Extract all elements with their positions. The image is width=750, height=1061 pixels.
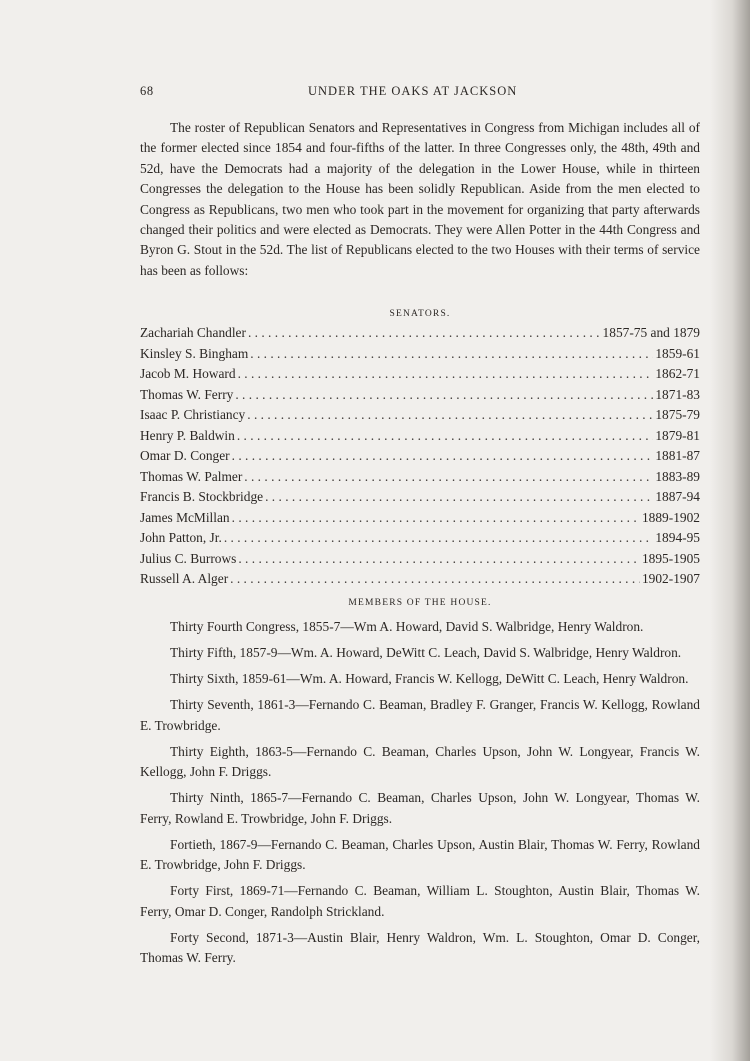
dot-leader [232, 508, 640, 529]
senator-name: James McMillan [140, 509, 230, 525]
senator-row [140, 487, 700, 508]
house-members-list [140, 617, 700, 974]
senator-term: 1859-61 [655, 345, 700, 361]
dot-leader [244, 467, 653, 488]
house-heading: MEMBERS OF THE HOUSE. [348, 598, 492, 608]
senator-term: 1889-1902 [641, 509, 700, 525]
dot-leader [224, 528, 654, 549]
senator-term: 1902-1907 [641, 571, 700, 586]
running-title: UNDER THE OAKS AT JACKSON [308, 84, 518, 98]
senator-term: 1871-83 [655, 386, 700, 402]
senator-term: 1862-71 [655, 366, 700, 381]
senators-list [140, 323, 700, 590]
senator-row [140, 508, 700, 529]
page-number: 68 [140, 84, 154, 98]
senator-row [140, 323, 700, 344]
senator-row [140, 549, 700, 570]
senator-name: Francis B. Stockbridge [140, 489, 264, 504]
senator-name: Kinsley S. Bingham [140, 345, 249, 361]
senator-row [140, 405, 700, 426]
senator-row [140, 569, 700, 590]
senator-term: 1879-81 [655, 427, 700, 443]
senator-term: 1881-87 [655, 448, 700, 463]
dot-leader [238, 549, 640, 570]
senator-name: Russell A. Alger [140, 571, 229, 586]
senator-term: 1883-89 [655, 468, 700, 484]
senator-name: Julius C. Burrows [140, 550, 237, 566]
senator-term: 1887-94 [655, 489, 700, 504]
senator-name: Jacob M. Howard [140, 366, 236, 381]
senator-name: Omar D. Conger [140, 448, 230, 463]
congress-entry: Thirty Seventh, 1861-3—Fernando C. Beaman, Bradley F. Granger, Francis W. Kellogg, Rowland E. Trowbridge. [140, 697, 700, 733]
senator-term: 1857-75 and 1879 [602, 325, 700, 340]
senator-term: 1875-79 [655, 407, 700, 422]
page-edge-shadow [710, 0, 750, 1061]
senator-term: 1894-95 [655, 530, 700, 545]
intro-paragraph: The roster of Republican Senators and Representatives in Congress from Michigan includes all of the former elected since 1854 and four-fifths of the latter. In three Congresses only, the 48th, 49th and 52d, have the Democrats had a majority of the delegation in the Lower House, while in thirteen Congresses the delegation to the House has been solidly Republican. Aside from the men elected to Congress as Republicans, two men who took part in the movement for organizing that party afterwards changed their politics and were elected as Democrats. They were Allen Potter in the 44th Congress and Byron G. Stout in the 52d. The list of Republicans elected to the two Houses with their terms of service has been as follows: [140, 120, 700, 278]
congress-entry: Thirty Fifth, 1857-9—Wm. A. Howard, DeWitt C. Leach, David S. Walbridge, Henry Waldron. [170, 645, 682, 660]
senator-name: John Patton, Jr. [140, 530, 222, 545]
congress-entry: Forty First, 1869-71—Fernando C. Beaman, William L. Stoughton, Austin Blair, Thomas W. Ferry, Omar D. Conger, Randolph Strickland. [140, 883, 700, 919]
senators-heading: SENATORS. [389, 309, 451, 319]
senator-name: Zachariah Chandler [140, 325, 246, 340]
congress-entry: Thirty Ninth, 1865-7—Fernando C. Beaman, Charles Upson, John W. Longyear, Thomas W. Ferry, Rowland E. Trowbridge, John F. Driggs. [140, 790, 700, 826]
senator-name: Thomas W. Ferry [140, 386, 234, 402]
senator-row [140, 467, 700, 488]
dot-leader [237, 426, 654, 447]
dot-leader [232, 446, 654, 467]
senator-row [140, 344, 700, 365]
senator-row [140, 426, 700, 447]
dot-leader [248, 323, 601, 344]
page-header [140, 84, 700, 102]
senator-name: Henry P. Baldwin [140, 427, 235, 443]
dot-leader [250, 344, 653, 365]
senator-name: Thomas W. Palmer [140, 468, 243, 484]
congress-entry: Thirty Eighth, 1863-5—Fernando C. Beaman, Charles Upson, John W. Longyear, Francis W. Kellogg, John F. Driggs. [140, 743, 700, 779]
congress-entry: Forty Second, 1871-3—Austin Blair, Henry Waldron, Wm. L. Stoughton, Omar D. Conger, Thomas W. Ferry. [140, 929, 700, 965]
congress-entry: Fortieth, 1867-9—Fernando C. Beaman, Charles Upson, Austin Blair, Thomas W. Ferry, Rowland E. Trowbridge, John F. Driggs. [140, 836, 700, 872]
senator-name: Isaac P. Christiancy [140, 407, 246, 422]
dot-leader [238, 364, 654, 385]
dot-leader [230, 569, 640, 590]
senator-row [140, 385, 700, 406]
dot-leader [235, 385, 653, 406]
dot-leader [247, 405, 653, 426]
senator-row [140, 528, 700, 549]
congress-entry: Thirty Fourth Congress, 1855-7—Wm A. Howard, David S. Walbridge, Henry Waldron. [170, 619, 644, 634]
senator-row [140, 364, 700, 385]
senator-row [140, 446, 700, 467]
senator-term: 1895-1905 [641, 550, 700, 566]
dot-leader [265, 487, 653, 508]
congress-entry: Thirty Sixth, 1859-61—Wm. A. Howard, Francis W. Kellogg, DeWitt C. Leach, Henry Waldron. [170, 671, 689, 686]
